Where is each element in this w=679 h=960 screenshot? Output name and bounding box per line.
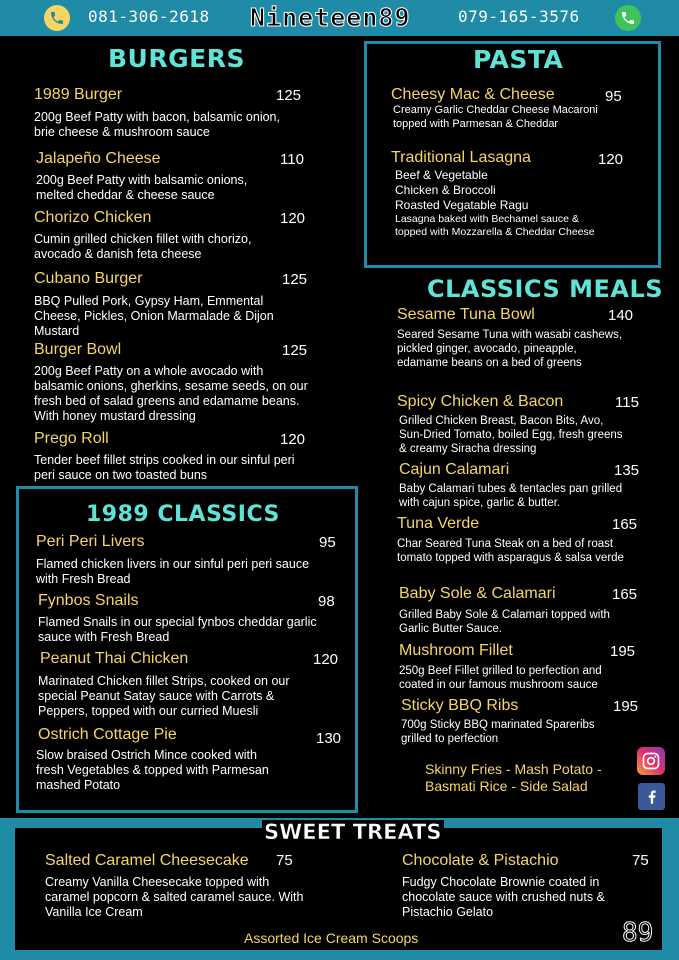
item-desc: Flamed Snails in our special fynbos cheddar garlic sauce with Fresh Bread bbox=[38, 615, 317, 644]
brand-name: Nineteen89 bbox=[250, 3, 411, 32]
item-price: 135 bbox=[614, 462, 640, 479]
item-name: Chocolate & Pistachio bbox=[402, 852, 559, 869]
item-desc: Char Seared Tuna Steak on a bed of roast tomato topped with asparagus & salsa verde bbox=[397, 538, 624, 564]
item-name: Salted Caramel Cheesecake bbox=[45, 852, 249, 869]
item-name: Sticky BBQ Ribs bbox=[401, 697, 519, 714]
item-name: Baby Sole & Calamari bbox=[399, 585, 556, 602]
item-name: Traditional Lasagna bbox=[391, 149, 531, 166]
instagram-icon[interactable] bbox=[637, 747, 665, 775]
item-price: 165 bbox=[612, 586, 638, 603]
item-desc: Lasagna baked with Bechamel sauce & topped with Mozzarella & Cheddar Cheese bbox=[395, 213, 595, 238]
item-name: Fynbos Snails bbox=[38, 592, 139, 609]
item-variant: Beef & Vegetable bbox=[395, 168, 488, 182]
burgers-title: BURGERS bbox=[108, 44, 245, 73]
item-name: Jalapeño Cheese bbox=[36, 150, 161, 167]
item-desc: 250g Beef Fillet grilled to perfection and coated in our famous mushroom sauce bbox=[399, 665, 602, 691]
item-price: 120 bbox=[313, 651, 339, 668]
classics-1989-title: 1989 CLASSICS bbox=[86, 502, 280, 527]
item-price: 120 bbox=[598, 151, 624, 168]
item-price: 125 bbox=[282, 342, 308, 359]
item-desc: Creamy Vanilla Cheesecake topped with caramel popcorn & salted caramel sauce. With Vanilla Ice Cream bbox=[45, 875, 304, 919]
item-desc: Cumin grilled chicken fillet with chorizo, avocado & danish feta cheese bbox=[34, 232, 252, 261]
item-desc: Grilled Baby Sole & Calamari topped with Garlic Butter Sauce. bbox=[399, 609, 610, 635]
item-desc: Marinated Chicken fillet Strips, cooked on our special Peanut Satay sauce with Carrots & Peppers, topped with our curried Muesli bbox=[38, 674, 290, 718]
phone-icon[interactable] bbox=[44, 5, 70, 31]
item-price: 95 bbox=[319, 534, 336, 551]
page-number: 89 bbox=[622, 918, 654, 948]
item-name: Chorizo Chicken bbox=[34, 209, 152, 226]
item-desc: Grilled Chicken Breast, Bacon Bits, Avo, Sun-Dried Tomato, boiled Egg, fresh greens & creamy Siracha dressing bbox=[399, 415, 623, 455]
item-price: 120 bbox=[280, 210, 306, 227]
phone-number-right[interactable]: 079-165-3576 bbox=[458, 7, 580, 26]
item-price: 125 bbox=[282, 271, 308, 288]
item-price: 140 bbox=[608, 307, 634, 324]
item-name: Ostrich Cottage Pie bbox=[38, 726, 177, 743]
item-price: 75 bbox=[632, 852, 649, 869]
pasta-title: PASTA bbox=[473, 45, 564, 74]
classics-meals-title: CLASSICS MEALS bbox=[427, 275, 664, 303]
item-variant: Roasted Vegatable Ragu bbox=[395, 198, 529, 212]
item-price: 125 bbox=[276, 87, 302, 104]
item-desc: Flamed chicken livers in our sinful peri peri sauce with Fresh Bread bbox=[36, 557, 310, 586]
item-price: 115 bbox=[615, 394, 639, 411]
item-price: 75 bbox=[276, 852, 293, 869]
item-price: 165 bbox=[612, 516, 638, 533]
item-desc: Seared Sesame Tuna with wasabi cashews, pickled ginger, avocado, pineapple, edamame beans on a bed of greens bbox=[397, 329, 623, 369]
item-name: Peri Peri Livers bbox=[36, 533, 145, 550]
item-name: Burger Bowl bbox=[34, 341, 122, 358]
item-desc: BBQ Pulled Pork, Gypsy Ham, Emmental Cheese, Pickles, Onion Marmalade & Dijon Mustard bbox=[34, 294, 274, 338]
item-desc: Tender beef fillet strips cooked in our sinful peri peri sauce on two toasted buns bbox=[34, 453, 295, 482]
item-name: Cubano Burger bbox=[34, 270, 143, 287]
item-desc: Slow braised Ostrich Mince cooked with fresh Vegetables & topped with Parmesan mashed Potato bbox=[36, 748, 269, 792]
item-price: 120 bbox=[280, 431, 306, 448]
phone-number-left[interactable]: 081-306-2618 bbox=[88, 7, 210, 26]
item-price: 98 bbox=[318, 593, 335, 610]
item-desc: 200g Beef Patty with balsamic onions, melted cheddar & cheese sauce bbox=[36, 173, 248, 202]
sweet-treats-title: SWEET TREATS bbox=[264, 820, 442, 844]
item-name: Sesame Tuna Bowl bbox=[397, 306, 535, 323]
whatsapp-icon[interactable] bbox=[615, 5, 641, 31]
item-desc: Baby Calamari tubes & tentacles pan grilled with cajun spice, garlic & butter. bbox=[399, 483, 623, 509]
item-name: Cajun Calamari bbox=[399, 461, 510, 478]
item-desc: 700g Sticky BBQ marinated Spareribs grilled to perfection bbox=[401, 719, 595, 745]
item-name: Tuna Verde bbox=[397, 515, 480, 532]
item-variant: Chicken & Broccoli bbox=[395, 183, 496, 197]
item-price: 195 bbox=[610, 643, 636, 660]
item-name: Cheesy Mac & Cheese bbox=[391, 86, 555, 103]
ice-cream-scoops: Assorted Ice Cream Scoops bbox=[244, 930, 419, 946]
item-desc: Fudgy Chocolate Brownie coated in chocolate sauce with crushed nuts & Pistachio Gelato bbox=[402, 875, 605, 919]
item-name: Prego Roll bbox=[34, 430, 109, 447]
item-desc: Creamy Garlic Cheddar Cheese Macaroni topped with Parmesan & Cheddar bbox=[393, 104, 598, 130]
facebook-icon[interactable] bbox=[638, 783, 665, 810]
item-price: 130 bbox=[316, 730, 342, 747]
item-desc: 200g Beef Patty on a whole avocado with balsamic onions, gherkins, sesame seeds, on our fresh bed of salad greens and edamame beans. With honey mustard dressing bbox=[34, 364, 308, 423]
item-price: 95 bbox=[605, 88, 622, 105]
item-name: Spicy Chicken & Bacon bbox=[397, 393, 564, 410]
item-name: 1989 Burger bbox=[34, 86, 123, 103]
sides-list: Skinny Fries - Mash Potato - Basmati Rice - Side Salad bbox=[425, 761, 602, 794]
item-name: Mushroom Fillet bbox=[399, 642, 513, 659]
item-price: 195 bbox=[613, 698, 639, 715]
item-price: 110 bbox=[280, 151, 304, 168]
item-name: Peanut Thai Chicken bbox=[40, 650, 189, 667]
item-desc: 200g Beef Patty with bacon, balsamic onion, brie cheese & mushroom sauce bbox=[34, 110, 280, 139]
